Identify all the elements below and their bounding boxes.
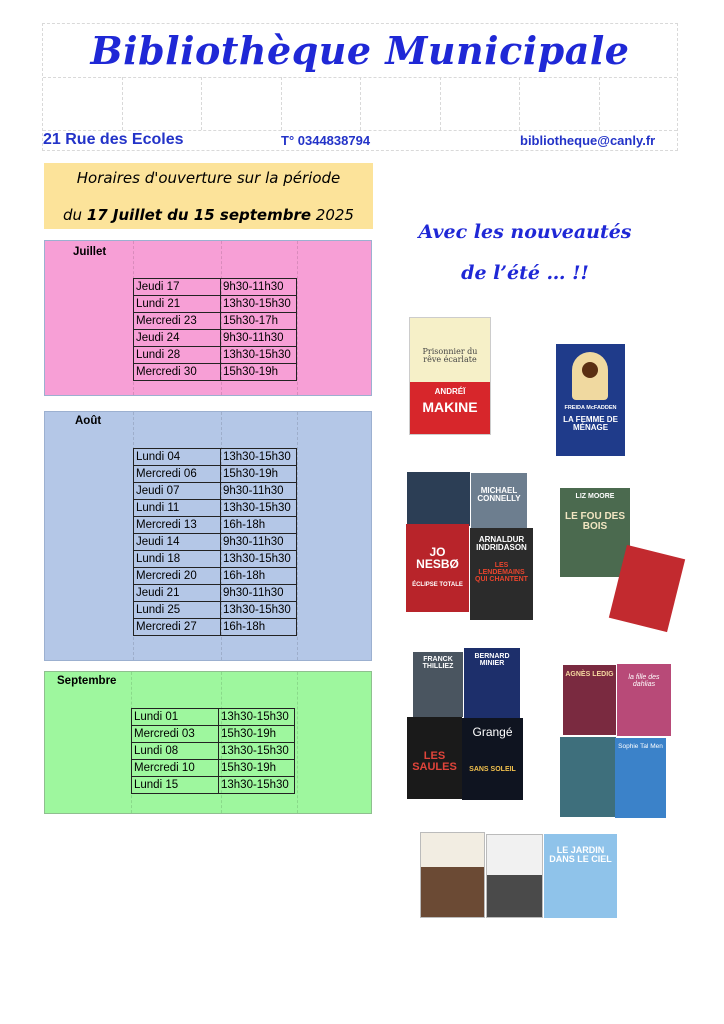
day-cell: Mercredi 20 [134, 568, 221, 585]
book-cover-grange [462, 718, 523, 800]
book-author: MICHAEL CONNELLY [477, 486, 521, 503]
table-row [134, 466, 297, 483]
day-cell: Mercredi 23 [134, 313, 221, 330]
time-cell: 13h30-15h30 [219, 777, 295, 794]
book-cover-indridason [470, 528, 533, 620]
time-cell: 13h30-15h30 [219, 743, 295, 760]
time-cell: 9h30-11h30 [221, 279, 297, 296]
day-cell: Jeudi 17 [134, 279, 221, 296]
book-title: Prisonnier du rêve écarlate [422, 347, 478, 364]
time-cell: 9h30-11h30 [221, 585, 297, 602]
time-cell: 9h30-11h30 [221, 534, 297, 551]
time-cell: 16h-18h [221, 619, 297, 636]
book-title: LE FOU DES BOIS [565, 511, 626, 532]
book-cover-connelly [471, 473, 527, 528]
hours-table-aout [133, 448, 297, 636]
book-author: LIZ MOORE [575, 493, 615, 500]
day-cell: Lundi 08 [132, 743, 219, 760]
table-row [134, 330, 297, 347]
grid-line [360, 77, 361, 130]
grid-line [297, 241, 298, 395]
table-row [132, 777, 295, 794]
book-author: Sophie Tal Men [618, 743, 663, 750]
table-row [132, 743, 295, 760]
time-cell: 15h30-19h [221, 466, 297, 483]
month-block-aout [44, 411, 372, 661]
month-block-septembre [44, 671, 372, 814]
time-cell: 13h30-15h30 [221, 500, 297, 517]
book-cover-hamelin [486, 834, 543, 918]
book-title: ÉCLIPSE TOTALE [412, 582, 463, 588]
book-photo [487, 875, 542, 917]
book-author: MAKINE [422, 399, 478, 415]
day-cell: Lundi 25 [134, 602, 221, 619]
book-cover-jardin-ciel [544, 834, 617, 918]
tagline-line-2: de l’été … !! [461, 262, 589, 284]
day-cell: Mercredi 06 [134, 466, 221, 483]
book-title: LA FEMME DE MÉNAGE [563, 415, 618, 432]
time-cell: 16h-18h [221, 517, 297, 534]
day-cell: Jeudi 21 [134, 585, 221, 602]
book-author: ARNALDUR INDRIDASON [476, 535, 527, 552]
month-name: Juillet [73, 246, 107, 258]
day-cell: Mercredi 27 [134, 619, 221, 636]
book-author: BERNARD MINIER [474, 653, 510, 667]
book-author: ANDRÉÏ [434, 387, 466, 396]
time-cell: 13h30-15h30 [221, 449, 297, 466]
email-link[interactable]: bibliotheque@canly.fr [520, 133, 656, 148]
time-cell: 13h30-15h30 [221, 602, 297, 619]
book-title: la fille des dahlias [628, 674, 660, 688]
month-block-juillet [44, 240, 372, 396]
book-cover-moore [560, 488, 630, 577]
month-name: Septembre [57, 675, 117, 687]
banner-line-2 [44, 206, 373, 224]
day-cell: Lundi 01 [132, 709, 219, 726]
grid-line [440, 77, 441, 130]
time-cell: 15h30-19h [219, 760, 295, 777]
time-cell: 9h30-11h30 [221, 330, 297, 347]
time-cell: 15h30-17h [221, 313, 297, 330]
table-row [134, 585, 297, 602]
grid-line [122, 77, 123, 130]
book-author: FRANCK THILLIEZ [422, 656, 454, 670]
grid-line [201, 77, 202, 130]
day-cell: Lundi 04 [134, 449, 221, 466]
time-cell: 15h30-19h [219, 726, 295, 743]
book-title: LE JARDIN DANS LE CIEL [549, 845, 612, 864]
book-author: JO NESBØ [416, 545, 459, 571]
eye-image [582, 362, 598, 378]
time-cell: 13h30-15h30 [221, 296, 297, 313]
banner-year: 2025 [311, 206, 354, 224]
book-author: FREIDA McFADDEN [564, 405, 617, 411]
time-cell: 15h30-19h [221, 364, 297, 381]
day-cell: Lundi 21 [134, 296, 221, 313]
book-cover-minier [464, 648, 520, 718]
grid-line [281, 77, 282, 130]
hours-banner [44, 163, 373, 229]
day-cell: Jeudi 24 [134, 330, 221, 347]
day-cell: Lundi 11 [134, 500, 221, 517]
day-cell: Jeudi 14 [134, 534, 221, 551]
grid-line [297, 412, 298, 660]
banner-line-1: Horaires d'ouverture sur la période [76, 169, 341, 187]
day-cell: Mercredi 13 [134, 517, 221, 534]
grid-line [519, 77, 520, 130]
book-cover-ledig-1 [563, 665, 616, 735]
table-row [134, 279, 297, 296]
day-cell: Lundi 15 [132, 777, 219, 794]
banner-dates: 17 Juillet du 15 septembre [86, 206, 312, 224]
book-cover-ledig-2 [617, 664, 671, 736]
book-cover-makine [409, 317, 491, 435]
book-title: LES LENDEMAINS QUI CHANTENT [475, 562, 528, 583]
hours-table-septembre [131, 708, 295, 794]
table-row [134, 568, 297, 585]
day-cell: Lundi 28 [134, 347, 221, 364]
table-row [134, 534, 297, 551]
table-row [134, 602, 297, 619]
book-author: Grangé [472, 725, 513, 739]
book-cover-sept-soeurs [560, 737, 616, 817]
book-cover-talmen [615, 738, 666, 818]
time-cell: 16h-18h [221, 568, 297, 585]
table-row [134, 619, 297, 636]
table-row [134, 313, 297, 330]
hours-table-juillet [133, 278, 297, 381]
table-row [132, 709, 295, 726]
table-row [134, 500, 297, 517]
book-author: AGNÈS LEDIG [565, 671, 614, 678]
book-cover-saules [407, 717, 462, 799]
time-cell: 13h30-15h30 [221, 551, 297, 568]
book-photo [421, 867, 484, 917]
table-row [134, 517, 297, 534]
book-cover-thilliez [413, 652, 463, 717]
day-cell: Lundi 18 [134, 551, 221, 568]
book-title: LES SAULES [412, 750, 457, 773]
phone-text: T° 0344838794 [281, 133, 371, 148]
book-cover-secret [420, 832, 485, 918]
table-row [134, 551, 297, 568]
table-row [134, 483, 297, 500]
address-text: 21 Rue des Ecoles [43, 131, 184, 148]
day-cell: Mercredi 10 [132, 760, 219, 777]
table-row [134, 296, 297, 313]
time-cell: 9h30-11h30 [221, 483, 297, 500]
table-row [132, 726, 295, 743]
grid-line [297, 672, 298, 813]
day-cell: Mercredi 03 [132, 726, 219, 743]
time-cell: 13h30-15h30 [219, 709, 295, 726]
book-title: SANS SOLEIL [469, 766, 516, 773]
table-row [134, 364, 297, 381]
day-cell: Jeudi 07 [134, 483, 221, 500]
book-cover-requiem [407, 472, 470, 526]
book-cover-nesbo [406, 524, 469, 612]
page-title: Bibliothèque Municipale [90, 28, 630, 73]
tagline-line-1: Avec les nouveautés [418, 221, 632, 243]
grid-line [599, 77, 600, 130]
day-cell: Mercredi 30 [134, 364, 221, 381]
book-cover-femme-de-menage [556, 344, 625, 456]
table-row [132, 760, 295, 777]
time-cell: 13h30-15h30 [221, 347, 297, 364]
table-row [134, 347, 297, 364]
banner-prefix: du [63, 206, 87, 224]
month-name: Août [75, 415, 102, 427]
table-row [134, 449, 297, 466]
